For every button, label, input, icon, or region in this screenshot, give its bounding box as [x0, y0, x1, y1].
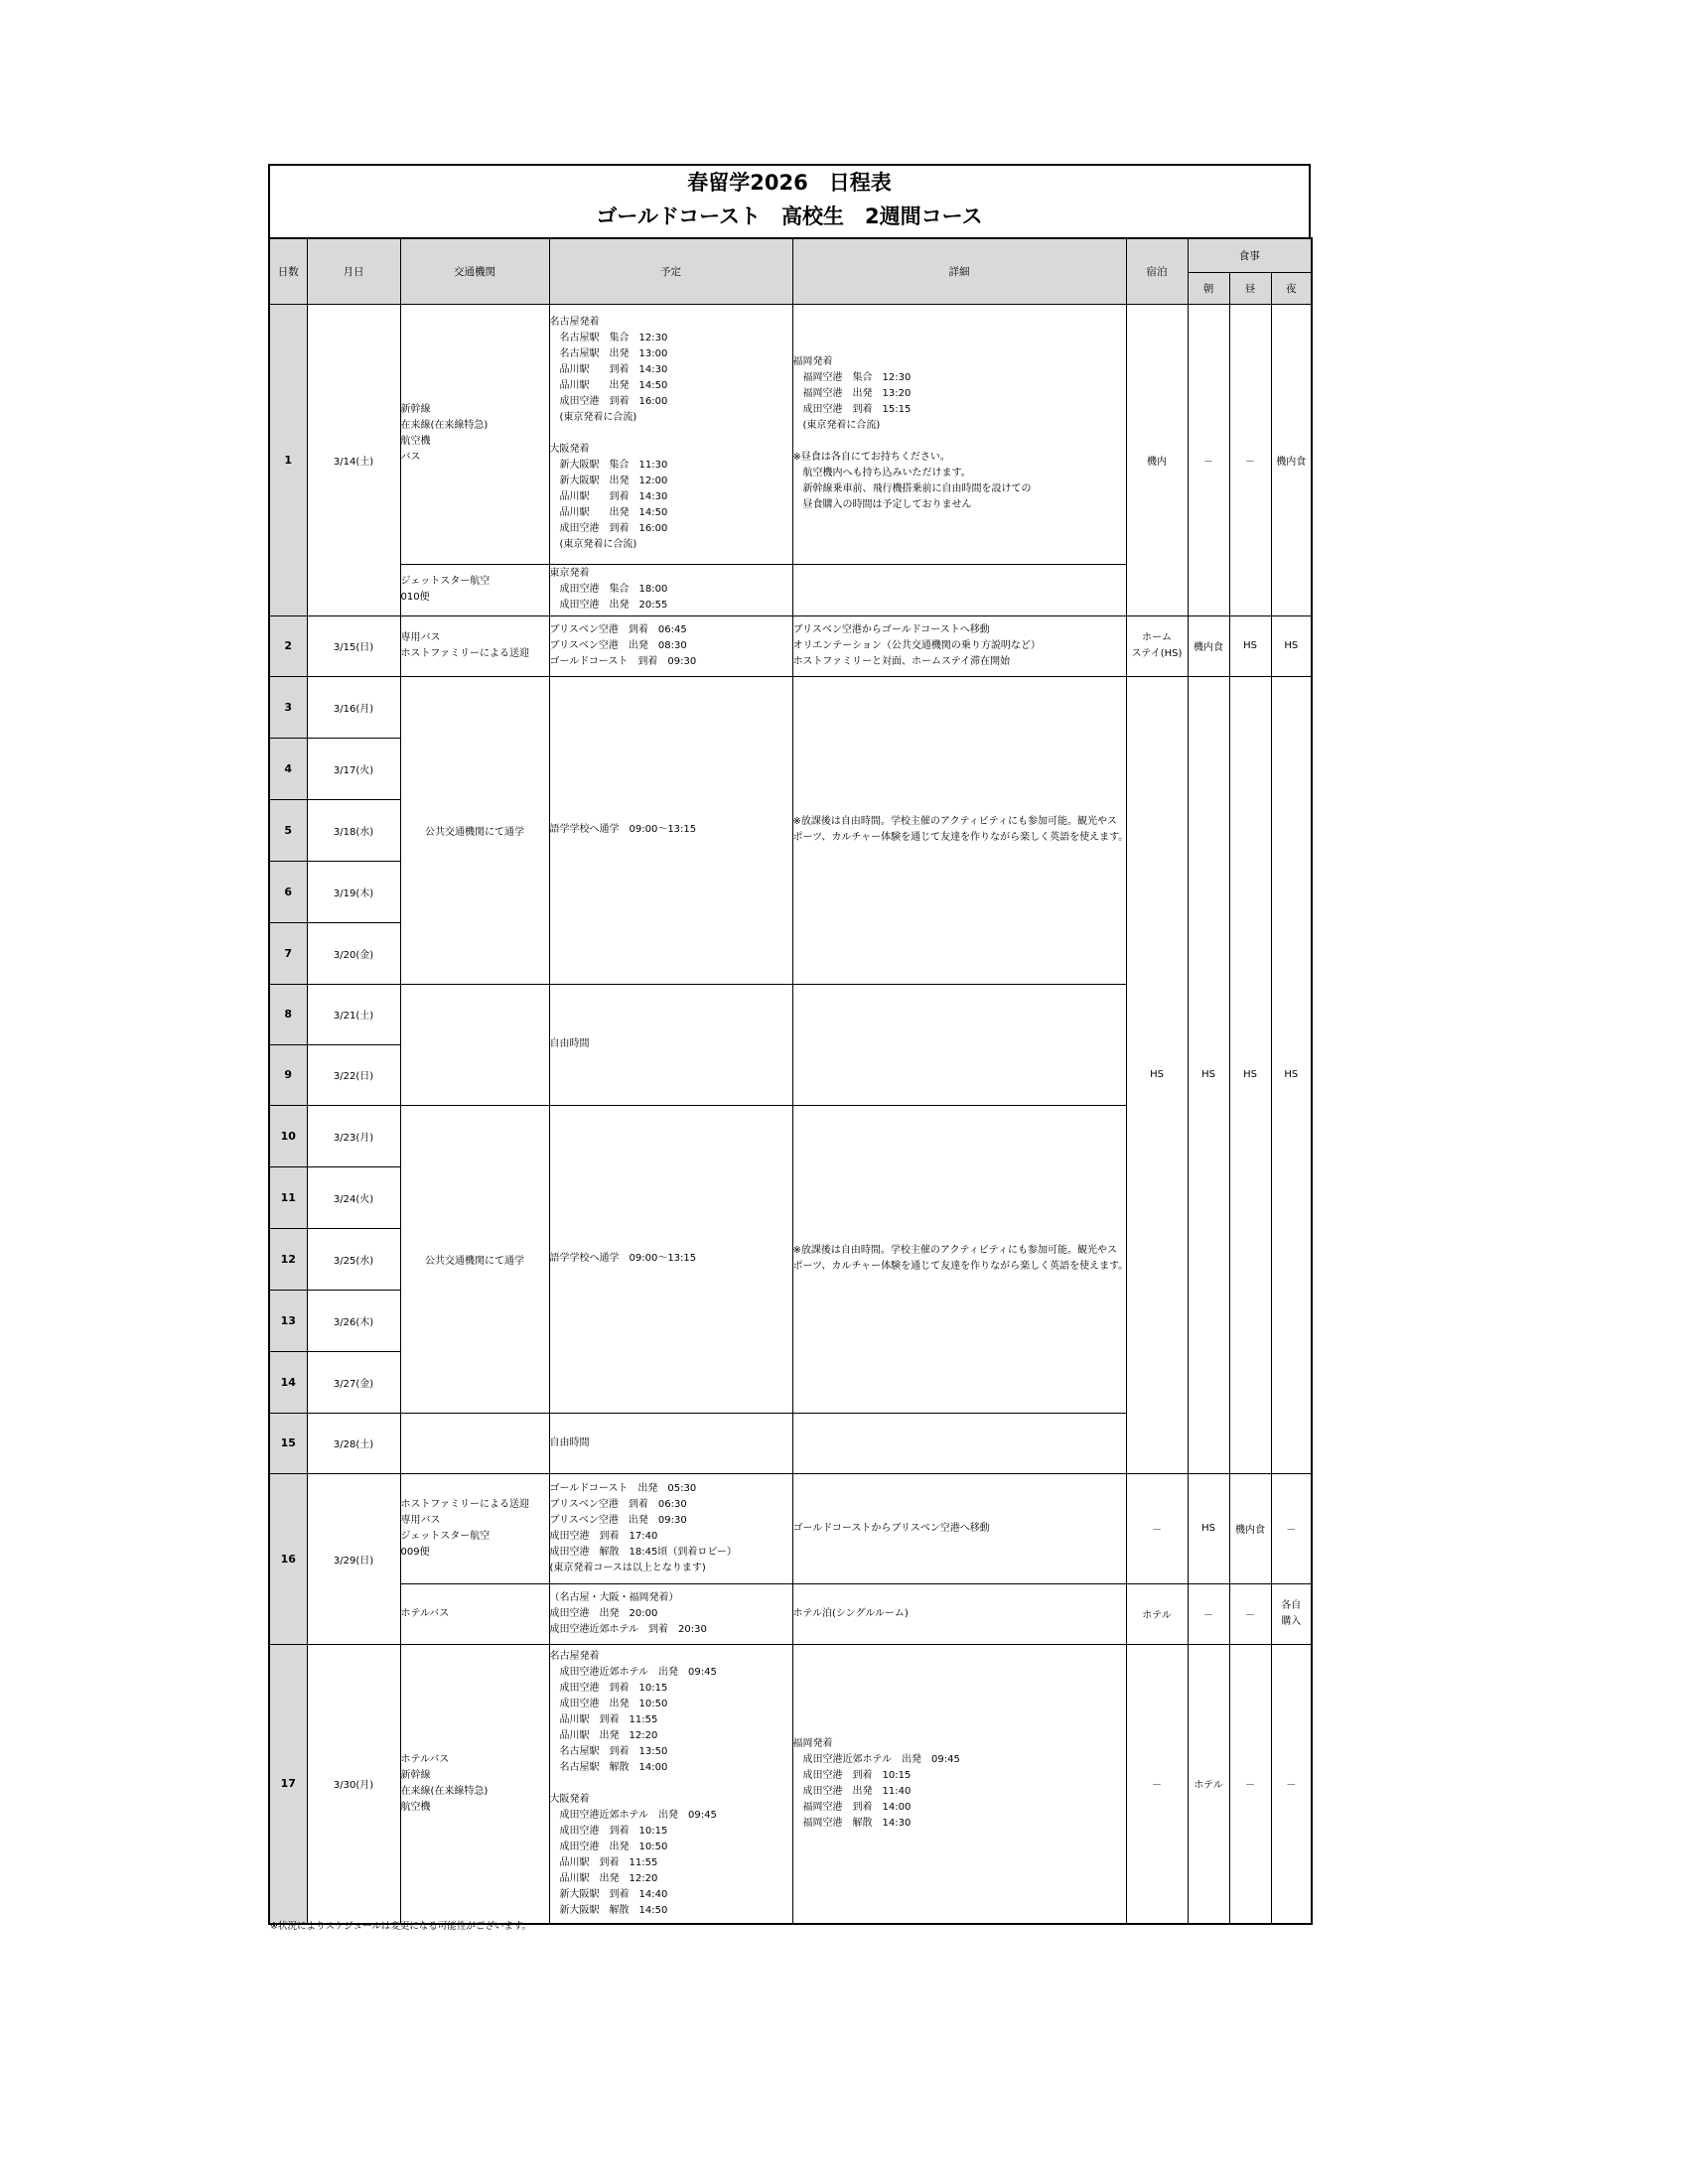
- cell-line: 航空機: [400, 1801, 431, 1813]
- header-stay: 宿泊: [1126, 238, 1188, 304]
- title-box: [268, 164, 1311, 237]
- cell-line: ジェットスター航空: [400, 576, 491, 587]
- cell-line: 名古屋駅 到着 13:50: [549, 1745, 668, 1757]
- cell-line: 福岡発着: [792, 1737, 833, 1749]
- header-dinner: 夜: [1271, 272, 1312, 304]
- cell-line: 品川駅 到着 11:55: [549, 1713, 658, 1725]
- cell-line: 010便: [400, 592, 430, 603]
- cell-line: 名古屋発着: [549, 1650, 600, 1662]
- cell-line: 航空機内へも持ち込みいただけます。: [792, 468, 971, 478]
- dinner-cell: 機内食: [1271, 304, 1312, 615]
- day-number: 8: [269, 984, 307, 1044]
- detail-cell: [792, 304, 1126, 564]
- cell-line: 成田空港近郊ホテル 出発 09:45: [549, 1666, 717, 1678]
- cell-line: 成田空港近郊ホテル 出発 09:45: [792, 1753, 960, 1765]
- cell-line: ゴールドコーストからブリスベン空港へ移動: [792, 1522, 990, 1534]
- cell-line: 成田空港 到着 10:15: [549, 1825, 668, 1837]
- plan-cell: [549, 1644, 792, 1924]
- cell-line: ブリスベン空港 到着 06:30: [549, 1498, 687, 1510]
- stay-cell: ホテル: [1126, 1583, 1188, 1644]
- table-row: [269, 1644, 1312, 1924]
- dinner-cell: HS: [1271, 615, 1312, 676]
- transport-cell: [400, 1583, 549, 1644]
- day-number: 16: [269, 1473, 307, 1644]
- cell-line: 名古屋駅 集合 12:30: [549, 333, 668, 343]
- stay-cell: －: [1126, 1473, 1188, 1583]
- schedule-table: [268, 237, 1313, 1925]
- header-plan: 予定: [549, 238, 792, 304]
- cell-line: ※昼食は各自にてお持ちください。: [792, 452, 950, 463]
- cell-line: 品川駅 到着 14:30: [549, 364, 668, 375]
- transport-cell: [400, 1473, 549, 1583]
- cell-line: 009便: [400, 1546, 430, 1558]
- stay-label: ホーム ステイ(HS): [1131, 631, 1183, 659]
- cell-line: [793, 434, 1126, 450]
- cell-line: ブリスベン空港 出発 09:30: [549, 1514, 687, 1526]
- breakfast-cell: ホテル: [1188, 1644, 1229, 1924]
- cell-line: (東京発着に合流): [792, 420, 881, 431]
- cell-line: 成田空港近郊ホテル 到着 20:30: [549, 1623, 707, 1635]
- breakfast-cell: HS: [1188, 676, 1229, 1473]
- cell-line: ホストファミリーによる送迎: [400, 647, 529, 659]
- plan-cell: [549, 615, 792, 676]
- header-breakfast: 朝: [1188, 272, 1229, 304]
- cell-line: 昼食購入の時間は予定しておりません: [792, 499, 972, 510]
- transport-cell: 公共交通機関にて通学: [400, 676, 549, 984]
- cell-line: (東京発着に合流): [549, 412, 637, 423]
- day-date: 3/18(水): [307, 799, 400, 861]
- day-number: 17: [269, 1644, 307, 1924]
- stay-cell: HS: [1126, 676, 1188, 1473]
- cell-line: 品川駅 出発 12:20: [549, 1729, 658, 1741]
- schedule-sheet: [268, 164, 1311, 1925]
- day-number: 7: [269, 922, 307, 984]
- detail-cell: [792, 1413, 1126, 1473]
- table-row: [269, 304, 1312, 564]
- header-date: 月日: [307, 238, 400, 304]
- lunch-cell: HS: [1229, 615, 1271, 676]
- lunch-cell: －: [1229, 1644, 1271, 1924]
- stay-cell: 機内: [1126, 304, 1188, 615]
- cell-line: 品川駅 出発 12:20: [549, 1872, 658, 1884]
- day-date: 3/20(金): [307, 922, 400, 984]
- day-number: 11: [269, 1166, 307, 1228]
- cell-line: ※放課後は自由時間。学校主催のアクティビティにも参加可能。観光やス: [792, 1245, 1117, 1256]
- cell-line: 成田空港 出発 10:50: [549, 1841, 668, 1852]
- day-date: 3/15(日): [307, 615, 400, 676]
- cell-line: 品川駅 出発 14:50: [549, 507, 668, 518]
- cell-line: ゴールドコースト 出発 05:30: [549, 1482, 697, 1494]
- table-row: [269, 1473, 1312, 1583]
- cell-line: 名古屋発着: [549, 317, 600, 328]
- cell-line: 新大阪駅 解散 14:50: [549, 1904, 668, 1916]
- cell-line: ゴールドコースト 到着 09:30: [549, 655, 697, 667]
- cell-line: ブリスベン空港からゴールドコーストへ移動: [792, 623, 990, 635]
- detail-cell: [792, 615, 1126, 676]
- stay-cell: －: [1126, 1644, 1188, 1924]
- transport-cell: [400, 984, 549, 1105]
- cell-line: 新幹線乗車前、飛行機搭乗前に自由時間を設けての: [792, 483, 1032, 494]
- cell-line: 名古屋駅 解散 14:00: [549, 1761, 668, 1773]
- day-date: 3/17(火): [307, 738, 400, 799]
- cell-line: ブリスベン空港 出発 08:30: [549, 639, 687, 651]
- cell-line: 成田空港 出発 10:50: [549, 1698, 668, 1709]
- cell-line: 新大阪駅 到着 14:40: [549, 1888, 668, 1900]
- day-date: 3/28(土): [307, 1413, 400, 1473]
- cell-line: 新幹線: [400, 1769, 431, 1781]
- breakfast-cell: －: [1188, 1583, 1229, 1644]
- cell-line: 新大阪駅 出発 12:00: [549, 476, 668, 486]
- cell-line: 成田空港 到着 17:40: [549, 1530, 658, 1542]
- cell-line: ホテル泊(シングルルーム): [792, 1607, 909, 1619]
- dinner-label: 各自 購入: [1281, 1599, 1302, 1627]
- day-date: 3/27(金): [307, 1351, 400, 1413]
- plan-cell: [549, 304, 792, 564]
- day-number: 3: [269, 676, 307, 738]
- plan-cell: [549, 1473, 792, 1583]
- cell-line: 成田空港 解散 18:45頃（到着ロビー）: [549, 1546, 737, 1558]
- cell-line: 成田空港近郊ホテル 出発 09:45: [549, 1809, 717, 1821]
- breakfast-cell: HS: [1188, 1473, 1229, 1583]
- breakfast-cell: －: [1188, 304, 1229, 615]
- transport-cell: 公共交通機関にて通学: [400, 1105, 549, 1413]
- cell-line: 大阪発着: [549, 1793, 590, 1805]
- day-number: 15: [269, 1413, 307, 1473]
- lunch-cell: －: [1229, 1583, 1271, 1644]
- day-number: 6: [269, 861, 307, 922]
- day-number: 5: [269, 799, 307, 861]
- header-day: 日数: [269, 238, 307, 304]
- detail-cell: [792, 1105, 1129, 1413]
- dinner-cell: －: [1271, 1644, 1312, 1924]
- cell-line: （名古屋・大阪・福岡発着）: [549, 1591, 679, 1603]
- cell-line: 福岡空港 到着 14:00: [792, 1801, 912, 1813]
- cell-line: ポーツ、カルチャー体験を通じて友達を作りながら楽しく英語を使えます。: [792, 1261, 1129, 1272]
- day-number: 2: [269, 615, 307, 676]
- cell-line: 名古屋駅 出発 13:00: [549, 348, 668, 359]
- cell-line: ジェットスター航空: [400, 1530, 491, 1542]
- table-row: [269, 676, 1312, 738]
- plan-cell: 語学学校へ通学 09:00～13:15: [549, 676, 792, 984]
- day-date: 3/29(日): [307, 1473, 400, 1644]
- plan-cell: 自由時間: [549, 1413, 792, 1473]
- cell-line: バス: [400, 452, 421, 463]
- transport-cell: [400, 1413, 549, 1473]
- cell-line: 在来線(在来線特急): [400, 1785, 489, 1797]
- day-number: 1: [269, 304, 307, 615]
- cell-line: 福岡発着: [792, 356, 833, 367]
- cell-line: ブリスベン空港 到着 06:45: [549, 623, 687, 635]
- cell-line: 成田空港 集合 18:00: [549, 584, 668, 595]
- transport-cell: [400, 615, 549, 676]
- transport-cell: [400, 304, 549, 564]
- detail-cell: [792, 676, 1129, 984]
- dinner-cell: [1271, 1583, 1312, 1644]
- day-date: 3/24(火): [307, 1166, 400, 1228]
- cell-line: [550, 426, 792, 442]
- transport-cell: [400, 564, 549, 615]
- lunch-cell: HS: [1229, 676, 1271, 1473]
- cell-line: 東京発着: [549, 568, 590, 579]
- cell-line: 福岡空港 集合 12:30: [792, 372, 912, 383]
- lunch-cell: －: [1229, 304, 1271, 615]
- day-date: 3/25(水): [307, 1228, 400, 1290]
- cell-line: 大阪発着: [549, 444, 590, 455]
- day-number: 13: [269, 1290, 307, 1351]
- day-number: 4: [269, 738, 307, 799]
- dinner-cell: HS: [1271, 676, 1312, 1473]
- cell-line: 福岡空港 出発 13:20: [792, 388, 912, 399]
- cell-line: 専用バス: [400, 1514, 441, 1526]
- cell-line: オリエンテーション（公共交通機関の乗り方説明など）: [792, 639, 1041, 651]
- day-date: 3/30(月): [307, 1644, 400, 1924]
- cell-line: (東京発着に合流): [549, 539, 637, 550]
- page-subtitle: ゴールドコースト 高校生 2週間コース: [596, 205, 983, 228]
- header-lunch: 昼: [1229, 272, 1271, 304]
- day-date: 3/26(木): [307, 1290, 400, 1351]
- detail-cell: [792, 984, 1126, 1105]
- lunch-cell: 機内食: [1229, 1473, 1271, 1583]
- cell-line: 成田空港 出発 11:40: [792, 1785, 912, 1797]
- page-title: 春留学2026 日程表: [687, 171, 892, 195]
- cell-line: 航空機: [400, 436, 431, 447]
- detail-cell: [792, 1644, 1126, 1924]
- cell-line: ※放課後は自由時間。学校主催のアクティビティにも参加可能。観光やス: [792, 816, 1117, 827]
- header-meals: 食事: [1188, 238, 1312, 272]
- cell-line: 成田空港 到着 10:15: [792, 1769, 912, 1781]
- cell-line: ホテルバス: [400, 1753, 450, 1765]
- transport-cell: [400, 1644, 549, 1924]
- cell-line: [550, 1776, 792, 1792]
- cell-line: 福岡空港 解散 14:30: [792, 1817, 912, 1829]
- cell-line: 成田空港 到着 15:15: [792, 404, 912, 415]
- cell-line: 新大阪駅 集合 11:30: [549, 460, 668, 471]
- breakfast-cell: 機内食: [1188, 615, 1229, 676]
- day-date: 3/14(土): [307, 304, 400, 615]
- cell-line: 成田空港 到着 16:00: [549, 523, 668, 534]
- cell-line: ホストファミリーと対面、ホームステイ滞在開始: [792, 655, 1011, 667]
- day-date: 3/22(日): [307, 1044, 400, 1105]
- cell-line: 品川駅 到着 14:30: [549, 491, 668, 502]
- cell-line: 品川駅 出発 14:50: [549, 380, 668, 391]
- cell-line: 新幹線: [400, 404, 431, 415]
- day-date: 3/21(土): [307, 984, 400, 1044]
- stay-cell: [1126, 615, 1188, 676]
- table-row: [269, 1583, 1312, 1644]
- cell-line: (東京発着コースは以上となります): [549, 1562, 706, 1573]
- header-detail: 詳細: [792, 238, 1126, 304]
- cell-line: 専用バス: [400, 631, 441, 643]
- detail-cell: [792, 564, 1126, 615]
- day-number: 14: [269, 1351, 307, 1413]
- plan-cell: [549, 564, 792, 615]
- cell-line: ポーツ、カルチャー体験を通じて友達を作りながら楽しく英語を使えます。: [792, 832, 1129, 843]
- plan-cell: [549, 1583, 792, 1644]
- cell-line: 在来線(在来線特急): [400, 420, 489, 431]
- day-date: 3/16(月): [307, 676, 400, 738]
- cell-line: 成田空港 到着 16:00: [549, 396, 668, 407]
- footnote: ※状況によりスケジュールは変更になる可能性がございます。: [270, 1921, 532, 1932]
- detail-cell: [792, 1583, 1126, 1644]
- day-number: 9: [269, 1044, 307, 1105]
- table-row: [269, 615, 1312, 676]
- day-date: 3/19(木): [307, 861, 400, 922]
- cell-line: 成田空港 出発 20:00: [549, 1607, 658, 1619]
- day-date: 3/23(月): [307, 1105, 400, 1166]
- cell-line: 成田空港 到着 10:15: [549, 1682, 668, 1694]
- plan-cell: 語学学校へ通学 09:00～13:15: [549, 1105, 792, 1413]
- cell-line: ホテルバス: [400, 1607, 450, 1619]
- detail-cell: [792, 1473, 1126, 1583]
- day-number: 12: [269, 1228, 307, 1290]
- day-number: 10: [269, 1105, 307, 1166]
- header-transport: 交通機関: [400, 238, 549, 304]
- cell-line: 品川駅 到着 11:55: [549, 1856, 658, 1868]
- dinner-cell: －: [1271, 1473, 1312, 1583]
- plan-cell: 自由時間: [549, 984, 792, 1105]
- cell-line: 成田空港 出発 20:55: [549, 600, 668, 611]
- cell-line: ホストファミリーによる送迎: [400, 1498, 529, 1510]
